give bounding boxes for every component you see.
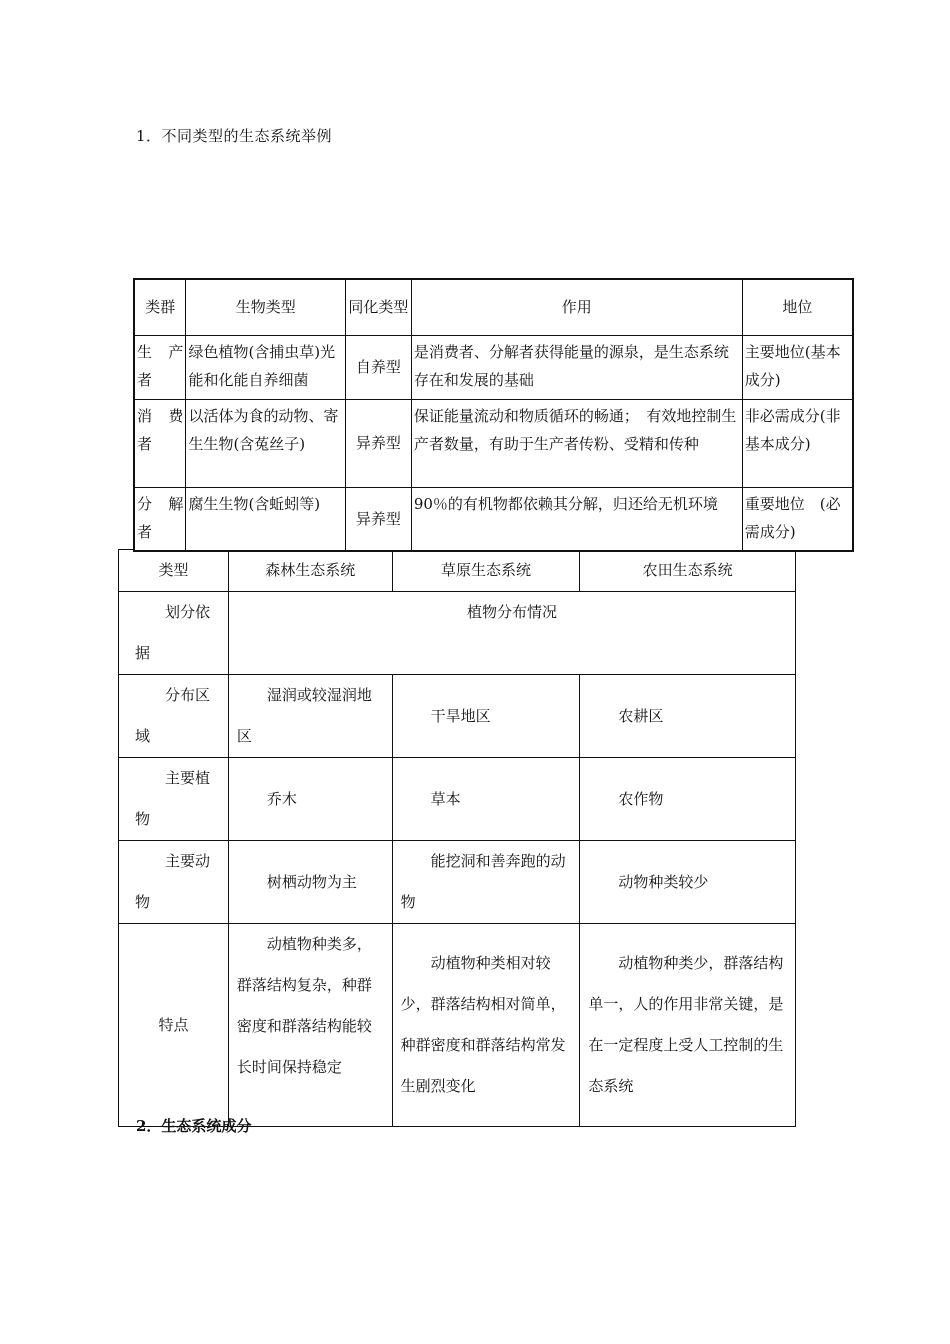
header-cell: 类型 [119,550,229,592]
organisms-cell: 绿色植物(含捕虫草)光能和化能自养细菌 [186,335,346,399]
status-cell: 非必需成分(非基本成分) [742,399,853,487]
section-heading-2: 2．生态系统成分 [136,1117,252,1135]
farmland-cell: 动物种类较少 [580,841,796,924]
header-cell: 生物类型 [186,279,346,335]
table-row [119,758,796,841]
table-row [134,487,853,551]
ecosystem-types-table [118,549,796,1127]
group-cell: 生 产者 [134,335,186,399]
table-row [134,335,853,399]
assimilation-cell: 自养型 [345,335,411,399]
header-cell: 作用 [411,279,742,335]
basis-value-cell: 植物分布情况 [228,592,795,675]
role-cell: 90％的有机物都依赖其分解，归还给无机环境 [411,487,742,551]
header-cell: 农田生态系统 [580,550,796,592]
row-label-cell: 分布区域 [119,675,229,758]
forest-cell: 树栖动物为主 [228,841,392,924]
row-label-cell: 划分依据 [119,592,229,675]
grassland-cell: 动植物种类相对较少，群落结构相对简单，种群密度和群落结构常发生剧烈变化 [392,924,580,1127]
table-row [119,675,796,758]
header-cell: 森林生态系统 [228,550,392,592]
table-row [119,592,796,675]
section-heading-1: 1．不同类型的生态系统举例 [136,127,333,145]
grassland-cell: 干旱地区 [392,675,580,758]
forest-cell: 乔木 [228,758,392,841]
organisms-cell: 以活体为食的动物、寄生生物(含菟丝子) [186,399,346,487]
assimilation-cell: 异养型 [345,487,411,551]
role-cell: 是消费者、分解者获得能量的源泉，是生态系统存在和发展的基础 [411,335,742,399]
farmland-cell: 农耕区 [580,675,796,758]
grassland-cell: 草本 [392,758,580,841]
role-cell: 保证能量流动和物质循环的畅通； 有效地控制生产者数量，有助于生产者传粉、受精和传种 [411,399,742,487]
assimilation-cell: 异养型 [345,399,411,487]
table-row [119,841,796,924]
group-cell: 分 解者 [134,487,186,551]
header-cell: 同化类型 [345,279,411,335]
farmland-cell: 动植物种类少，群落结构单一，人的作用非常关键，是在一定程度上受人工控制的生态系统 [580,924,796,1127]
organisms-cell: 腐生生物(含蚯蚓等) [186,487,346,551]
header-cell: 草原生态系统 [392,550,580,592]
grassland-cell: 能挖洞和善奔跑的动物 [392,841,580,924]
forest-cell: 湿润或较湿润地区 [228,675,392,758]
ecosystem-components-table [133,278,854,552]
row-label-cell: 主要动物 [119,841,229,924]
row-label-cell: 特点 [119,924,229,1127]
row-label-cell: 主要植物 [119,758,229,841]
group-cell: 消 费者 [134,399,186,487]
table-row [119,924,796,1127]
forest-cell: 动植物种类多，群落结构复杂，种群密度和群落结构能较长时间保持稳定 [228,924,392,1127]
status-cell: 重要地位 (必需成分) [742,487,853,551]
header-cell: 地位 [742,279,853,335]
status-cell: 主要地位(基本成分) [742,335,853,399]
table-header-row [134,279,853,335]
farmland-cell: 农作物 [580,758,796,841]
table-header-row [119,550,796,592]
table-row [134,399,853,487]
header-cell: 类群 [134,279,186,335]
